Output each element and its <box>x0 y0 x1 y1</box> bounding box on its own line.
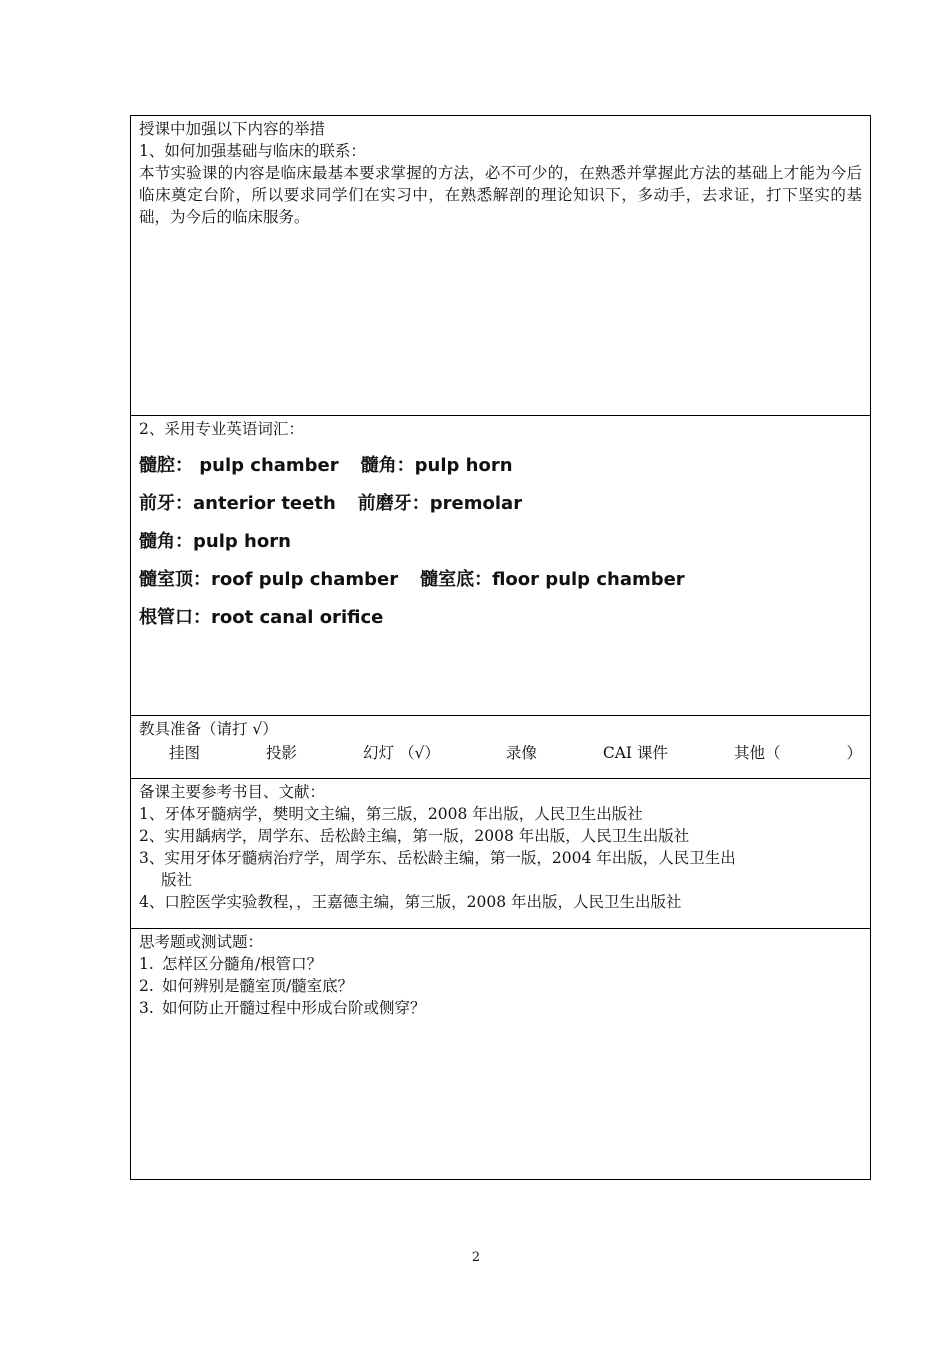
vocab-term-en: pulp horn <box>414 455 513 476</box>
aid-option-wall-chart: 挂图 <box>169 744 201 762</box>
vocab-term-zh: 髓角： <box>360 455 415 476</box>
references-heading: 备课主要参考书目、文献： <box>139 783 326 801</box>
aid-option-other: 其他（ <box>733 744 781 762</box>
reference-item: 3、实用牙体牙髓病治疗学，周学东、岳松龄主编，第一版，2004 年出版，人民卫生出 <box>139 849 736 867</box>
vocab-line <box>139 530 862 554</box>
reference-item-continued: 版社 <box>161 871 193 889</box>
vocab-line <box>139 606 862 630</box>
references-cell <box>131 779 870 929</box>
question-item <box>139 975 862 997</box>
aid-option-other-close: ） <box>846 744 862 762</box>
vocabulary-cell <box>131 416 870 716</box>
question-number: 3. <box>139 999 154 1017</box>
lesson-plan-table <box>130 115 871 1180</box>
aid-option-projection: 投影 <box>266 744 298 762</box>
vocab-term-en: anterior teeth <box>193 493 336 514</box>
vocabulary-heading: 2、采用专业英语词汇： <box>139 420 304 438</box>
vocab-term-zh: 髓腔： <box>139 455 193 476</box>
question-number: 1. <box>139 955 154 973</box>
question-number: 2. <box>139 977 154 995</box>
measures-cell <box>131 116 870 416</box>
teaching-aids-options <box>139 742 862 764</box>
basic-clinical-heading: 1、如何加强基础与临床的联系： <box>139 142 366 160</box>
vocab-term-zh: 髓室底： <box>420 569 493 590</box>
vocab-term-en: premolar <box>429 493 523 514</box>
vocab-term-zh: 前磨牙： <box>357 493 430 514</box>
vocab-term-zh: 根管口： <box>139 607 211 628</box>
vocab-term-en: root canal orifice <box>211 607 384 628</box>
question-text: 如何防止开髓过程中形成台阶或侧穿？ <box>161 999 426 1017</box>
vocab-line <box>139 454 862 478</box>
vocab-term-zh: 髓角： <box>139 531 193 552</box>
page-number: 2 <box>471 1250 481 1265</box>
questions-cell <box>131 929 870 1179</box>
aid-option-slides: 幻灯 （√） <box>363 744 440 762</box>
basic-clinical-paragraph: 本节实验课的内容是临床最基本要求掌握的方法，必不可少的，在熟悉并掌握此方法的基础上才能为今后临床奠定台阶，所以要求同学们在实习中，在熟悉解剖的理论知识下，多动手，去求证，打下坚实的基础，为今后的临床服务。 <box>139 164 862 226</box>
vocab-term-zh: 前牙： <box>139 493 193 514</box>
vocab-line <box>139 568 862 592</box>
question-text: 怎样区分髓角/根管口？ <box>161 955 323 973</box>
teaching-aids-cell <box>131 716 870 779</box>
vocab-term-en: roof pulp chamber <box>211 569 399 590</box>
vocab-term-en: pulp horn <box>193 531 291 552</box>
vocab-term-en: pulp chamber <box>193 455 339 476</box>
measures-heading: 授课中加强以下内容的举措 <box>139 120 326 138</box>
question-item <box>139 997 862 1019</box>
aid-option-video: 录像 <box>505 744 537 762</box>
vocab-line <box>139 492 862 516</box>
questions-heading: 思考题或测试题： <box>139 933 264 951</box>
question-item <box>139 953 862 975</box>
reference-item: 1、牙体牙髓病学，樊明文主编，第三版，2008 年出版，人民卫生出版社 <box>139 805 643 823</box>
question-text: 如何辨别是髓室顶/髓室底？ <box>161 977 354 995</box>
vocab-term-en: floor pulp chamber <box>492 569 685 590</box>
reference-item: 4、口腔医学实验教程，，王嘉德主编，第三版，2008 年出版，人民卫生出版社 <box>139 893 682 911</box>
teaching-aids-heading: 教具准备（请打 √） <box>139 720 278 738</box>
vocab-term-zh: 髓室顶： <box>139 569 211 590</box>
aid-option-cai: CAI 课件 <box>602 744 668 762</box>
reference-item: 2、实用龋病学，周学东、岳松龄主编，第一版，2008 年出版，人民卫生出版社 <box>139 827 690 845</box>
